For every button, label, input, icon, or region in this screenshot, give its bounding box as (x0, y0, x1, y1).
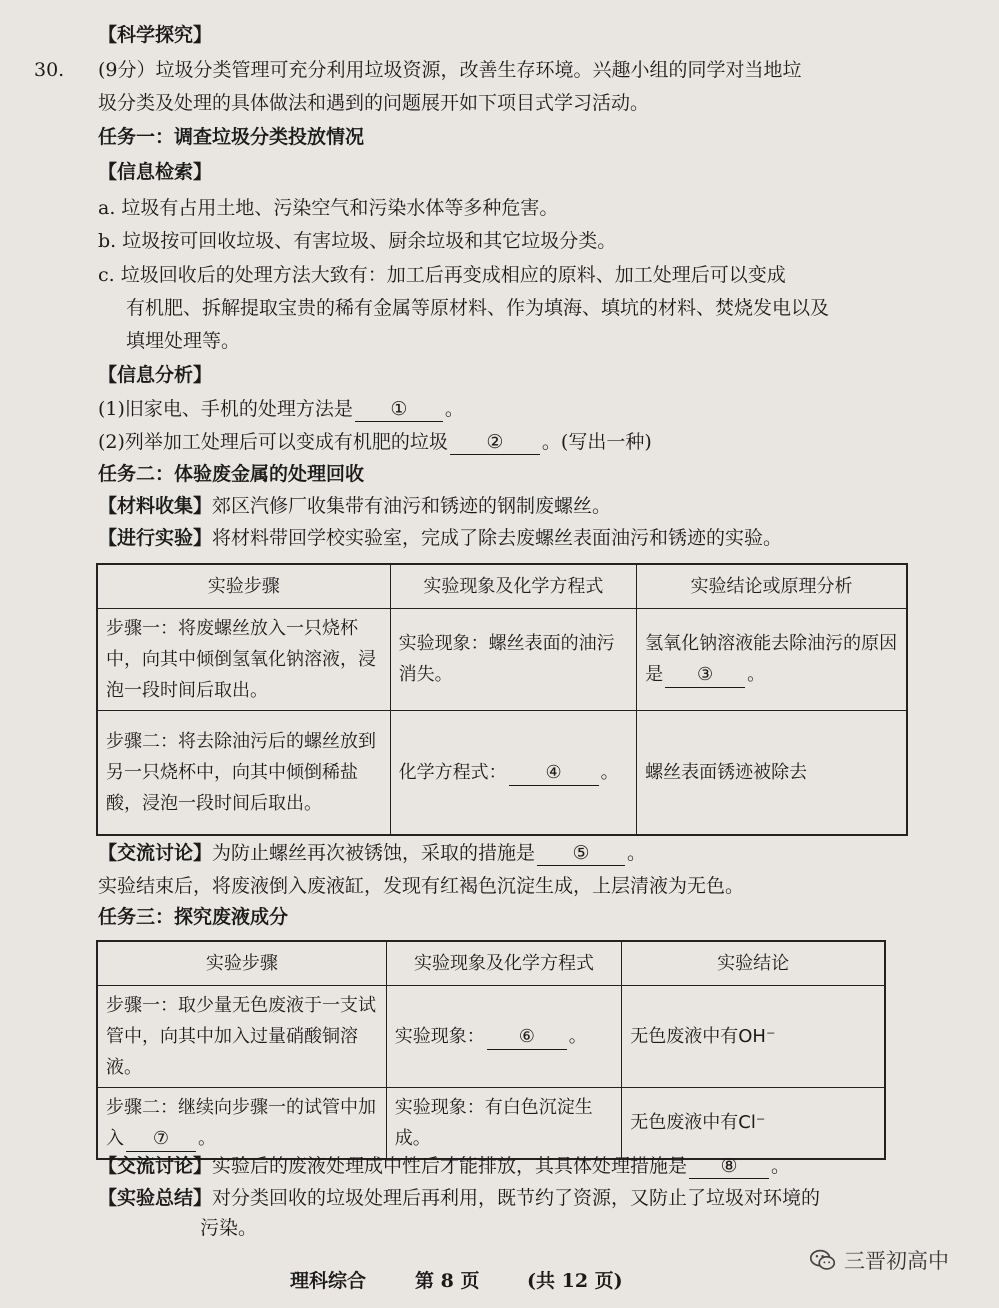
question-intro-line1: (9分）垃圾分类管理可充分利用垃圾资源，改善生存环境。兴趣小组的同学对当地垃 (98, 59, 802, 81)
header-conclusion: 实验结论 (622, 941, 885, 985)
row1-conclusion-text: 氢氧化钠溶液能去除油污的原因是 (645, 633, 898, 685)
t3-row1-phenomenon-text: 实验现象： (394, 1025, 485, 1047)
t3-row1-phenomenon-end: 。 (568, 1025, 587, 1047)
discussion-text: 为防止螺丝再次被锈蚀，采取的措施是 (212, 842, 536, 864)
discussion-label: 【交流讨论】 (98, 842, 213, 864)
table-row (97, 608, 907, 710)
task2-experiment (98, 523, 782, 553)
wechat-icon (808, 1245, 838, 1275)
t3-row2-step-end: 。 (198, 1127, 216, 1149)
row1-phenomenon: 实验现象：螺丝表面的油污消失。 (390, 608, 637, 710)
t3-row2-conclusion: 无色废液中有Cl⁻ (622, 1087, 885, 1159)
footer-subject: 理科综合 (290, 1270, 367, 1292)
row2-step: 步骤二：将去除油污后的螺丝放到另一只烧杯中，向其中倾倒稀盐酸，浸泡一段时间后取出。 (97, 710, 390, 835)
task1-info-analysis-label: 【信息分析】 (98, 364, 213, 386)
t3-row2-step-text: 步骤二：继续向步骤一的试管中加入 (106, 1096, 376, 1149)
header-phenomenon: 实验现象及化学方程式 (386, 941, 622, 985)
header-conclusion: 实验结论或原理分析 (637, 564, 907, 608)
row2-conclusion: 螺丝表面锈迹被除去 (637, 710, 907, 835)
task1-item-b: b. 垃圾按可回收垃圾、有害垃圾、厨余垃圾和其它垃圾分类。 (98, 230, 617, 252)
material-text: 郊区汽修厂收集带有油污和锈迹的钢制废螺丝。 (212, 495, 612, 517)
summary-text: 对分类回收的垃圾处理后再利用，既节约了资源，又防止了垃圾对环境的 (212, 1187, 821, 1209)
table-header-row (97, 564, 907, 608)
table-header-row (97, 941, 885, 985)
q1-end: 。 (444, 398, 464, 420)
section-header: 【科学探究】 (98, 24, 213, 46)
t3-row1-conclusion: 无色废液中有OH⁻ (622, 985, 885, 1087)
table-row (97, 1087, 885, 1159)
discussion-end: 。 (627, 842, 647, 864)
question-number: 30. (34, 59, 65, 81)
task2-after-text: 实验结束后，将废液倒入废液缸，发现有红褐色沉淀生成，上层清液为无色。 (98, 875, 745, 897)
task3-discussion (98, 1151, 790, 1181)
task2-title: 任务二：体验废金属的处理回收 (98, 463, 365, 485)
row2-phenomenon-end: 。 (600, 761, 619, 783)
answer-blank-3[interactable]: ③ (665, 663, 745, 688)
task1-item-c-line2: 有机肥、拆解提取宝贵的稀有金属等原材料、作为填海、填坑的材料、焚烧发电以及 (126, 297, 830, 319)
question-intro-line2: 圾分类及处理的具体做法和遇到的问题展开如下项目式学习活动。 (98, 92, 650, 114)
watermark-text: 三晋初高中 (844, 1249, 949, 1273)
material-label: 【材料收集】 (98, 495, 213, 517)
answer-blank-2[interactable]: ② (450, 430, 540, 455)
task3-title: 任务三：探究废液成分 (98, 906, 289, 928)
discussion-text: 实验后的废液处理成中性后才能排放，其具体处理措施是 (212, 1155, 688, 1177)
header-phenomenon: 实验现象及化学方程式 (390, 564, 637, 608)
task3-summary (98, 1183, 820, 1213)
answer-blank-8[interactable]: ⑧ (689, 1154, 769, 1179)
task1-info-search-label: 【信息检索】 (98, 161, 213, 183)
summary-label: 【实验总结】 (98, 1187, 213, 1209)
watermark (808, 1245, 949, 1275)
row1-conclusion (637, 608, 907, 710)
answer-blank-5[interactable]: ⑤ (537, 841, 625, 866)
answer-blank-4[interactable]: ④ (509, 761, 599, 786)
task1-question-1 (98, 394, 464, 424)
task3-summary-line2: 污染。 (200, 1217, 258, 1239)
footer-total: (共 12 页) (527, 1270, 623, 1292)
t3-row1-step: 步骤一：取少量无色废液于一支试管中，向其中加入过量硝酸铜溶液。 (97, 985, 386, 1087)
header-step: 实验步骤 (97, 564, 390, 608)
task1-item-c-line1: c. 垃圾回收后的处理方法大致有：加工后再变成相应的原料、加工处理后可以变成 (98, 264, 786, 286)
discussion-end: 。 (771, 1155, 791, 1177)
task2-experiment-table (96, 563, 908, 836)
row2-phenomenon (390, 710, 637, 835)
t3-row2-step (97, 1087, 386, 1159)
t3-row1-phenomenon (386, 985, 622, 1087)
task2-material (98, 491, 611, 521)
experiment-text: 将材料带回学校实验室，完成了除去废螺丝表面油污和锈迹的实验。 (212, 527, 783, 549)
footer-page: 第 8 页 (415, 1270, 480, 1292)
row1-step: 步骤一：将废螺丝放入一只烧杯中，向其中倾倒氢氧化钠溶液，浸泡一段时间后取出。 (97, 608, 390, 710)
task3-experiment-table (96, 940, 886, 1160)
answer-blank-6[interactable]: ⑥ (487, 1025, 567, 1050)
discussion-label: 【交流讨论】 (98, 1155, 213, 1177)
task1-item-c-line3: 填埋处理等。 (126, 330, 241, 352)
table-row (97, 985, 885, 1087)
answer-blank-1[interactable]: ① (355, 397, 443, 422)
task1-item-a: a. 垃圾有占用土地、污染空气和污染水体等多种危害。 (98, 197, 559, 219)
q1-text: (1)旧家电、手机的处理方法是 (98, 398, 353, 420)
q2-end: 。(写出一种) (541, 431, 652, 453)
table-row (97, 710, 907, 835)
t3-row2-phenomenon: 实验现象：有白色沉淀生成。 (386, 1087, 622, 1159)
experiment-label: 【进行实验】 (98, 527, 213, 549)
answer-blank-7[interactable]: ⑦ (126, 1127, 196, 1152)
task1-title: 任务一：调查垃圾分类投放情况 (98, 126, 365, 148)
q2-text: (2)列举加工处理后可以变成有机肥的垃圾 (98, 431, 448, 453)
header-step: 实验步骤 (97, 941, 386, 985)
row1-conclusion-end: 。 (747, 664, 766, 685)
task2-discussion (98, 838, 646, 868)
row2-phenomenon-text: 化学方程式： (398, 761, 507, 783)
task1-question-2 (98, 427, 652, 457)
